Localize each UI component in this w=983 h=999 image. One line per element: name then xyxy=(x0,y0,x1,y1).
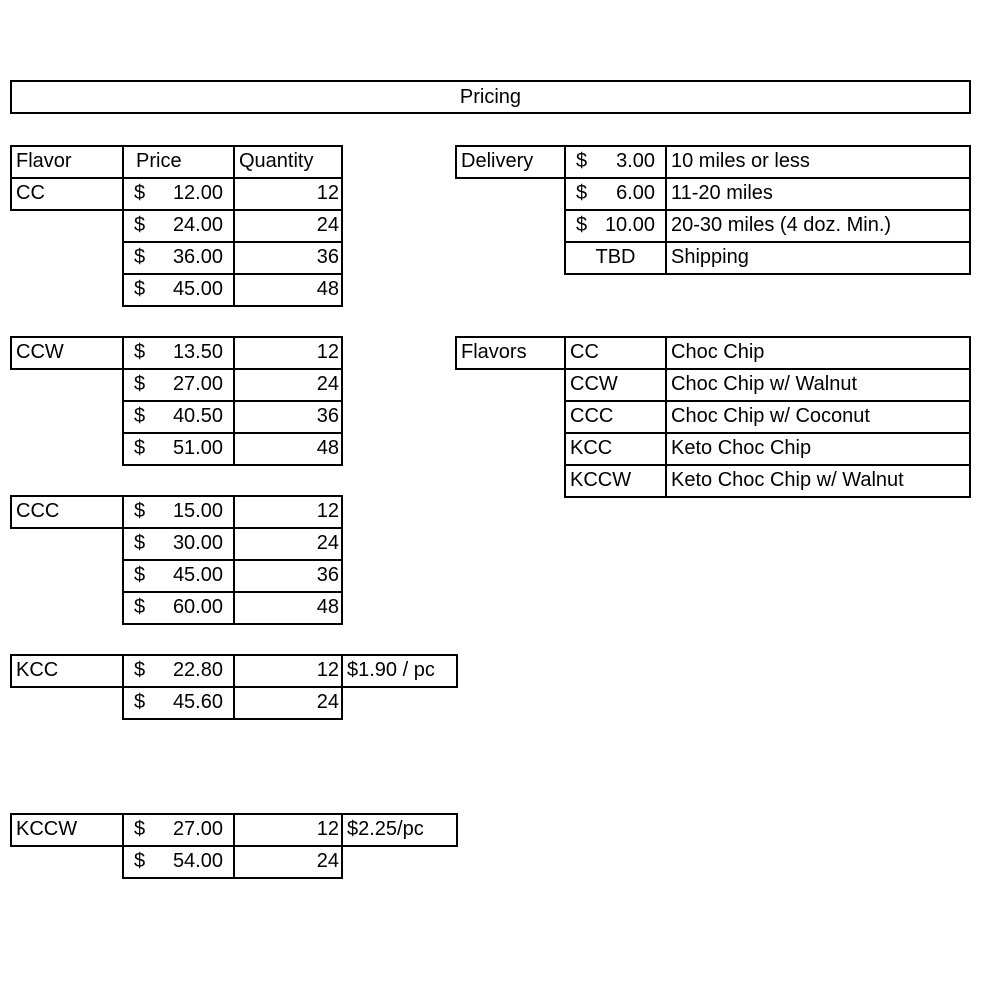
currency-symbol: $ xyxy=(134,564,146,586)
price-cell xyxy=(122,527,235,561)
quantity-cell: 12 xyxy=(233,495,343,529)
quantity-cell: 24 xyxy=(233,209,343,243)
flavor-code-cell: KCC xyxy=(564,432,667,466)
page-title: Pricing xyxy=(10,80,971,114)
currency-symbol: $ xyxy=(134,246,146,268)
price-value: 45.60 xyxy=(172,691,223,713)
quantity-cell: 48 xyxy=(233,591,343,625)
currency-symbol: $ xyxy=(134,278,146,300)
price-cell xyxy=(122,654,235,688)
currency-symbol: $ xyxy=(576,214,588,236)
price-cell xyxy=(122,591,235,625)
delivery-description-cell: Shipping xyxy=(665,241,971,275)
price-value: 15.00 xyxy=(172,500,223,522)
currency-symbol: $ xyxy=(134,437,146,459)
delivery-description-cell: 20-30 miles (4 doz. Min.) xyxy=(665,209,971,243)
currency-symbol: $ xyxy=(134,659,146,681)
price-value: 30.00 xyxy=(172,532,223,554)
delivery-amount: 10.00 xyxy=(604,214,655,236)
quantity-cell: 36 xyxy=(233,241,343,275)
header-price: Price xyxy=(122,145,235,179)
price-value: 54.00 xyxy=(172,850,223,872)
flavor-code-cell: CC xyxy=(564,336,667,370)
quantity-cell: 12 xyxy=(233,177,343,211)
currency-symbol: $ xyxy=(134,691,146,713)
delivery-amount: 6.00 xyxy=(616,182,655,204)
currency-symbol: $ xyxy=(134,373,146,395)
price-cell xyxy=(122,559,235,593)
quantity-cell: 12 xyxy=(233,813,343,847)
price-value: 27.00 xyxy=(172,818,223,840)
quantity-cell: 12 xyxy=(233,654,343,688)
delivery-amount-cell xyxy=(564,177,667,211)
price-value: 13.50 xyxy=(172,341,223,363)
quantity-cell: 24 xyxy=(233,368,343,402)
currency-symbol: $ xyxy=(134,532,146,554)
header-flavor: Flavor xyxy=(10,145,124,179)
price-value: 24.00 xyxy=(172,214,223,236)
price-cell xyxy=(122,273,235,307)
quantity-cell: 24 xyxy=(233,527,343,561)
currency-symbol: $ xyxy=(134,596,146,618)
flavor-code-cell: CCC xyxy=(564,400,667,434)
price-cell xyxy=(122,845,235,879)
flavor-name-cell: Choc Chip w/ Coconut xyxy=(665,400,971,434)
flavor-cell-ccw: CCW xyxy=(10,336,124,370)
delivery-description-cell: 10 miles or less xyxy=(665,145,971,179)
quantity-cell: 24 xyxy=(233,845,343,879)
price-cell xyxy=(122,813,235,847)
per-piece-kccw: $2.25/pc xyxy=(341,813,458,847)
flavors-label: Flavors xyxy=(455,336,566,370)
price-cell xyxy=(122,686,235,720)
quantity-cell: 12 xyxy=(233,336,343,370)
flavor-name-cell: Choc Chip w/ Walnut xyxy=(665,368,971,402)
price-value: 40.50 xyxy=(172,405,223,427)
price-value: 12.00 xyxy=(172,182,223,204)
flavor-cell-kcc: KCC xyxy=(10,654,124,688)
price-value: 51.00 xyxy=(172,437,223,459)
price-cell xyxy=(122,400,235,434)
quantity-cell: 24 xyxy=(233,686,343,720)
flavor-code-cell: CCW xyxy=(564,368,667,402)
price-value: 45.00 xyxy=(172,564,223,586)
price-cell xyxy=(122,432,235,466)
price-value: 22.80 xyxy=(172,659,223,681)
price-value: 36.00 xyxy=(172,246,223,268)
per-piece-kcc: $1.90 / pc xyxy=(341,654,458,688)
currency-symbol: $ xyxy=(576,182,588,204)
flavor-code-cell: KCCW xyxy=(564,464,667,498)
price-value: 45.00 xyxy=(172,278,223,300)
quantity-cell: 36 xyxy=(233,559,343,593)
delivery-amount-cell xyxy=(564,209,667,243)
price-cell xyxy=(122,495,235,529)
delivery-amount: 3.00 xyxy=(616,150,655,172)
header-quantity: Quantity xyxy=(233,145,343,179)
currency-symbol: $ xyxy=(134,341,146,363)
currency-symbol: $ xyxy=(134,214,146,236)
quantity-cell: 48 xyxy=(233,432,343,466)
currency-symbol: $ xyxy=(134,405,146,427)
price-cell xyxy=(122,241,235,275)
delivery-label: Delivery xyxy=(455,145,566,179)
flavor-cell-cc: CC xyxy=(10,177,124,211)
currency-symbol: $ xyxy=(134,850,146,872)
price-cell xyxy=(122,368,235,402)
flavor-name-cell: Choc Chip xyxy=(665,336,971,370)
quantity-cell: 36 xyxy=(233,400,343,434)
price-value: 60.00 xyxy=(172,596,223,618)
flavor-cell-kccw: KCCW xyxy=(10,813,124,847)
flavor-cell-ccc: CCC xyxy=(10,495,124,529)
currency-symbol: $ xyxy=(134,500,146,522)
quantity-cell: 48 xyxy=(233,273,343,307)
delivery-amount-cell: TBD xyxy=(564,241,667,275)
price-value: 27.00 xyxy=(172,373,223,395)
delivery-description-cell: 11-20 miles xyxy=(665,177,971,211)
flavor-name-cell: Keto Choc Chip xyxy=(665,432,971,466)
delivery-amount-cell xyxy=(564,145,667,179)
currency-symbol: $ xyxy=(134,182,146,204)
price-cell xyxy=(122,336,235,370)
currency-symbol: $ xyxy=(134,818,146,840)
price-cell xyxy=(122,177,235,211)
currency-symbol: $ xyxy=(576,150,588,172)
price-cell xyxy=(122,209,235,243)
flavor-name-cell: Keto Choc Chip w/ Walnut xyxy=(665,464,971,498)
